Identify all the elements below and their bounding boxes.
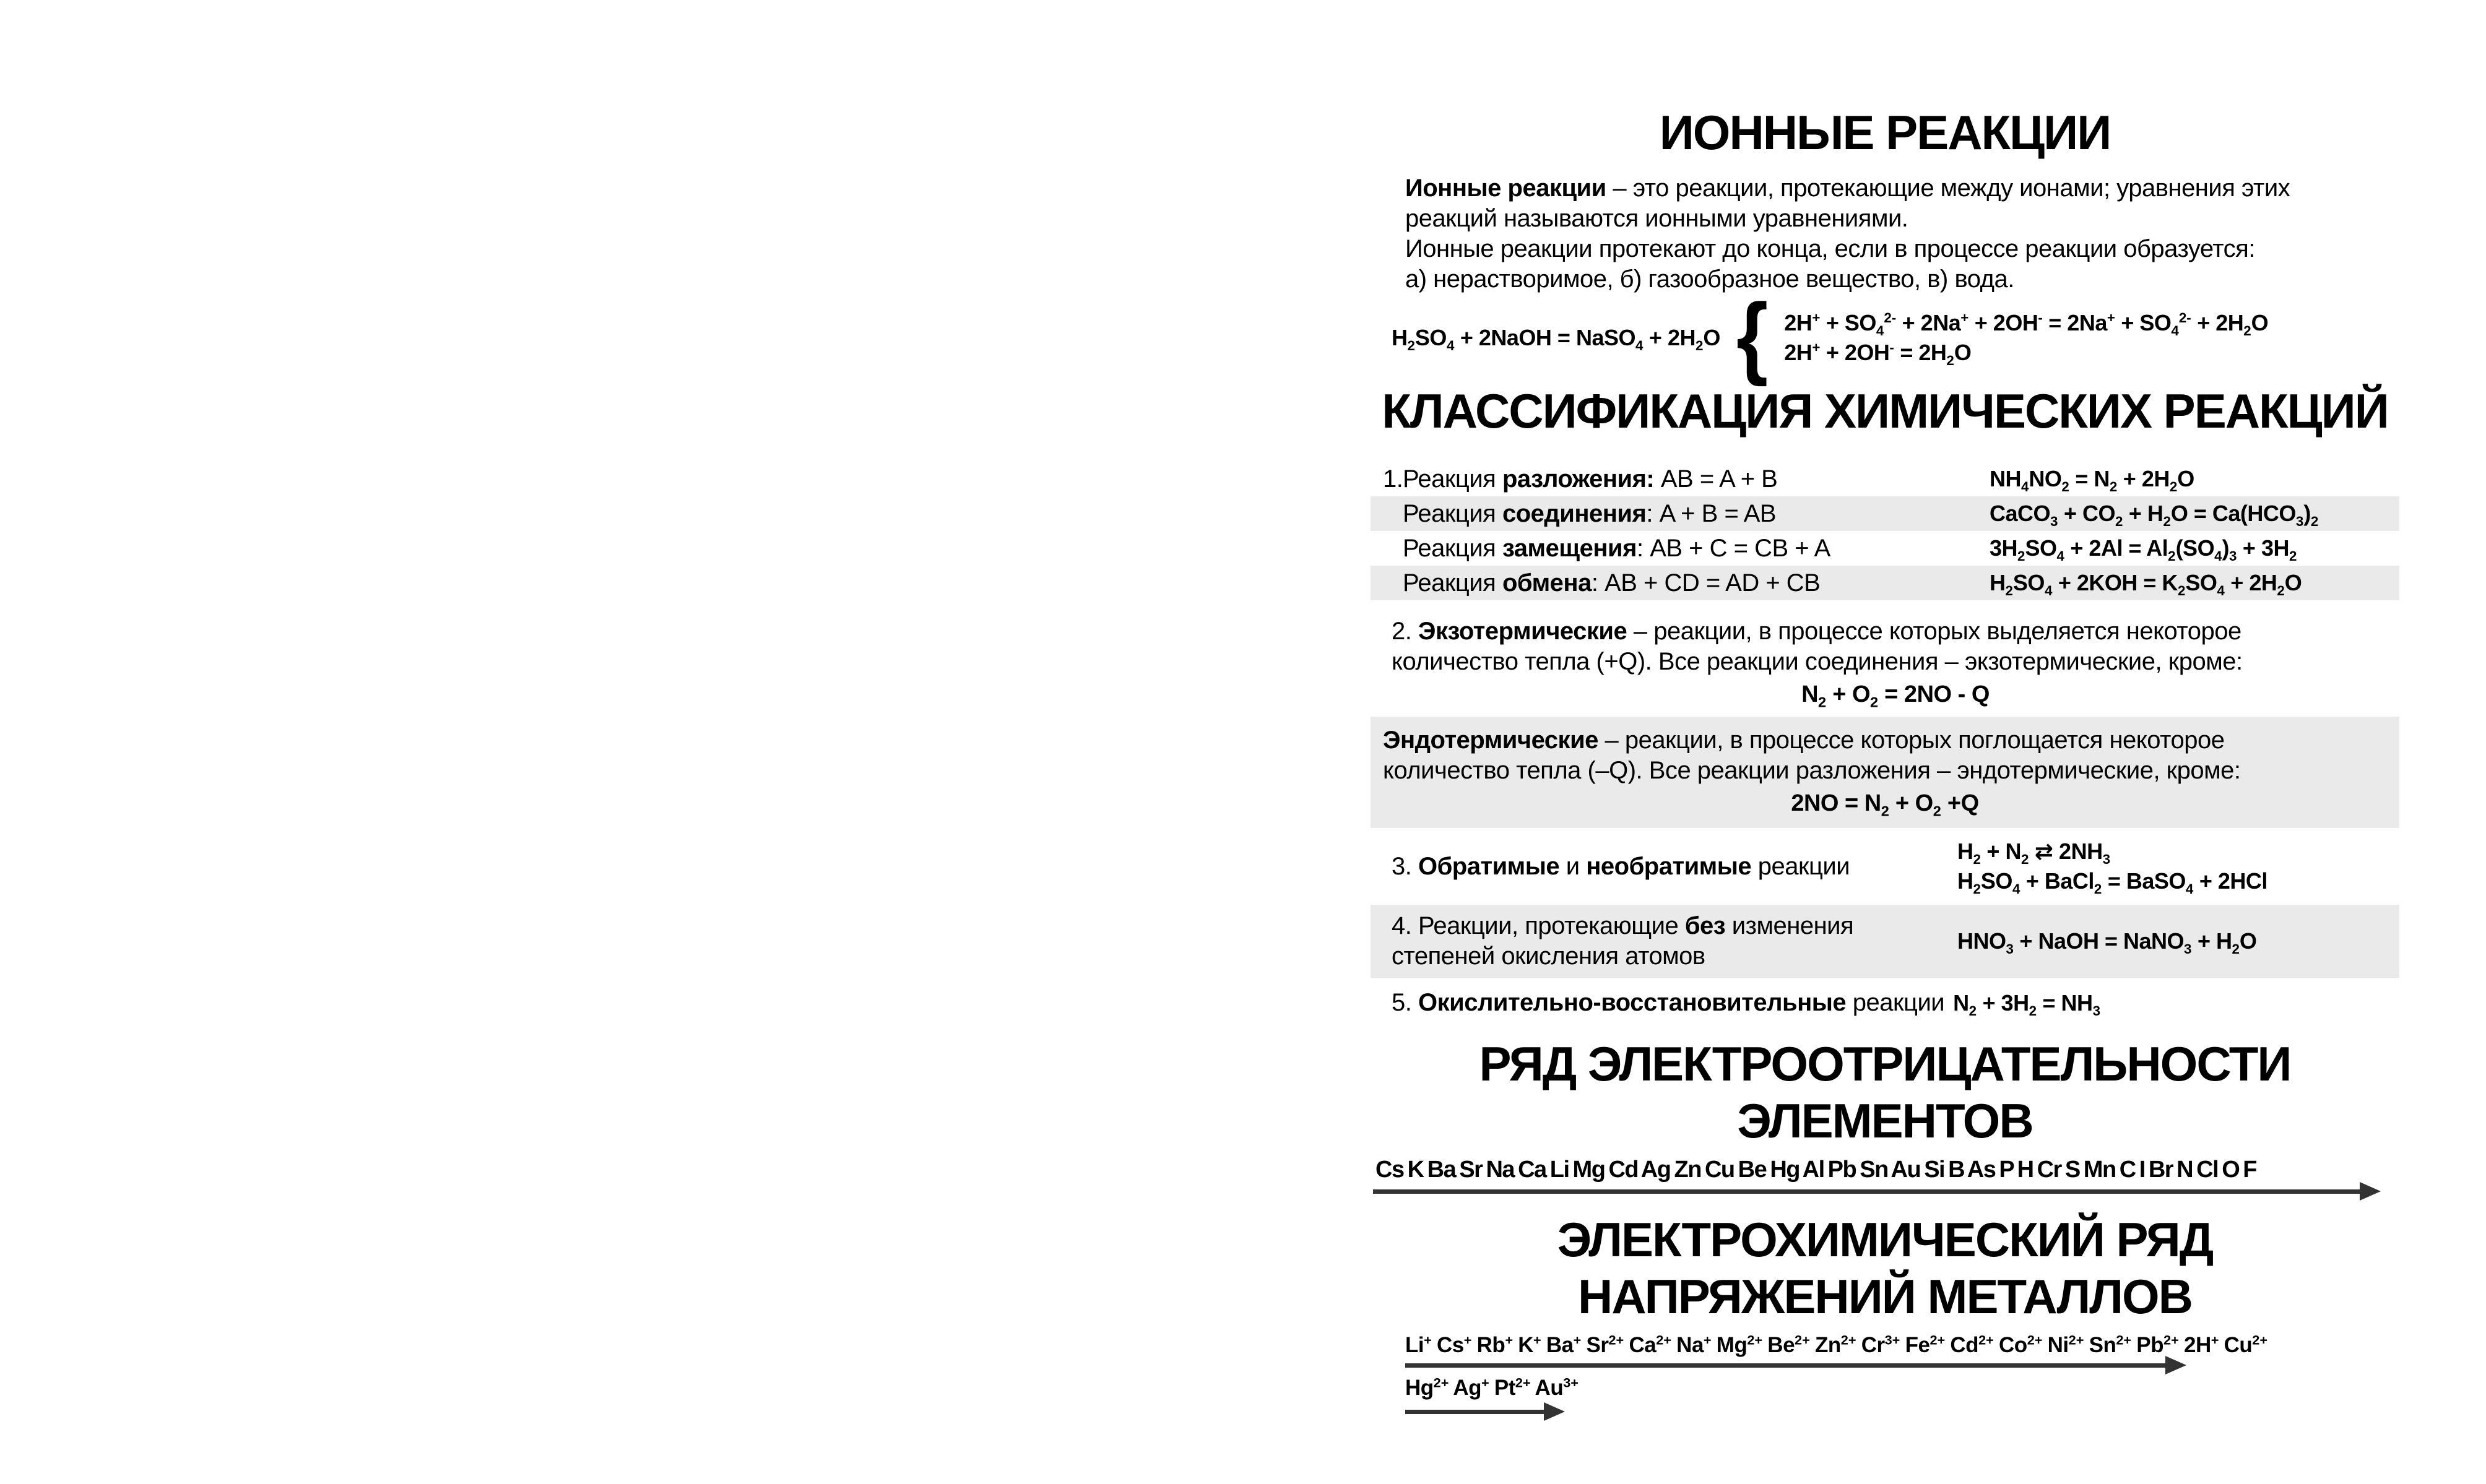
item4-text — [1392, 911, 1957, 972]
arrow-right-icon — [1405, 1410, 1545, 1414]
reaction-type-label: Реакция разложения: AB = A + B — [1403, 465, 1778, 493]
table-row — [1371, 531, 2399, 566]
table-row — [1371, 462, 2399, 496]
exothermic-line-1: 2. Экзотермические – реакции, в процессе которых выделяется некоторое — [1392, 618, 2241, 645]
item5-equation: $N_2 + 3H_2 = NH_3$ — [1953, 990, 2100, 1019]
item-redox — [1371, 988, 2399, 1018]
item3-equations — [1957, 837, 2267, 896]
table-row — [1371, 566, 2399, 600]
row-number: 1. — [1383, 465, 1403, 493]
classification-title: КЛАССИФИКАЦИЯ ХИМИЧЕСКИХ РЕАКЦИЙ — [1382, 384, 2388, 438]
condition-line-1: Ионные реакции протекают до конца, если в процессе реакции образуется: — [1405, 235, 2255, 262]
exothermic-equation: $N_2 + O_2 = 2NO - Q$ — [1801, 681, 1990, 710]
ionic-definition — [1405, 173, 2399, 295]
ionic-reactions-title: ИОННЫЕ РЕАКЦИИ — [1659, 105, 2111, 160]
electrochemical-title-line-1: ЭЛЕКТРОХИМИЧЕСКИЙ РЯД — [1557, 1212, 2213, 1267]
item-no-oxidation-change — [1371, 905, 2399, 978]
definition-line-2: реакций называются ионными уравнениями. — [1405, 205, 1908, 232]
item-reversible — [1371, 837, 2399, 896]
reaction-example: CaCO$_3$ + $CO_2 + H_2O = Ca(HCO_3)_2$ — [1990, 501, 2319, 530]
ionic-equations — [1784, 308, 2268, 368]
arrow-right-icon — [1405, 1363, 2167, 1368]
endothermic-line-1: Эндотермические – реакции, в процессе которых поглощается некоторое — [1383, 727, 2225, 754]
voltage-series-line-2: $Hg^{2+}$ Ag+ $Pt^{2+}$ $Au^{3+}$ — [1405, 1374, 1579, 1400]
ionic-equation-full: $2H^+ + SO_4^{2-} + 2Na^+ + 2OH^- = 2Na^+ + SO_4^{2-} + 2H_2O$ — [1784, 310, 2269, 339]
table-row — [1371, 496, 2399, 531]
voltage-series-line-1: Li+ Cs+ Rb+ K+ Ba+ $Sr^{2+}$ $Ca^{2+}$ Na+ $Mg^{2+}$ $Be^{2+}$ $Zn^{2+}$ $Cr^{3+}$ $Fe^{2+}$ $Cd^{2+}$ $Co^{2+}$ $Ni^{2+}$ $Sn^{2+}$ $Pb^{2+}$ 2H+ $Cu^{2+}$ — [1405, 1332, 2268, 1357]
arrow-right-icon — [1373, 1189, 2361, 1194]
item4-line-1: 4. Реакции, протекающие без изменения — [1392, 912, 1854, 939]
reaction-type-label: Реакция обмена: AB + CD = AD + CB — [1403, 569, 1821, 597]
ionic-equation-block — [1392, 285, 2399, 387]
item4-line-2: степеней окисления атомов — [1392, 943, 1705, 970]
endothermic-equation: $2NO = N_2 + O_2 +Q$ — [1791, 790, 1979, 819]
item4-equation: $HNO_3$ + NaOH = NaNO$_3$ + $H_2O$ — [1957, 928, 2257, 957]
reaction-example: $H_2SO_4 + 2KOH = K_2SO_4 + 2H_2O$ — [1990, 570, 2302, 599]
endothermic-line-2: количество тепла (–Q). Все реакции разложения – эндотермические, кроме: — [1383, 757, 2241, 784]
exothermic-line-2: количество тепла (+Q). Все реакции соединения – экзотермические, кроме: — [1392, 648, 2243, 675]
reaction-type-label: Реакция соединения: A + B = AB — [1403, 499, 1777, 527]
brace-glyph: { — [1736, 285, 1769, 387]
reaction-type-label: Реакция замещения: AB + C = CB + A — [1403, 534, 1830, 562]
reaction-example: $NH_4NO_2 = N_2 + 2H_2O$ — [1990, 466, 2194, 495]
item5-text: 5. Окислительно-восстановительные реакции — [1392, 989, 1945, 1016]
ionic-equation-net: $2H^+ + 2OH^- = 2H_2O$ — [1784, 340, 1972, 369]
electrochemical-title-line-2: НАПРЯЖЕНИЙ МЕТАЛЛОВ — [1578, 1269, 2192, 1324]
reaction-example: $3H_2SO_4 + 2Al = Al_2(SO_4)_3 + 3H_2$ — [1990, 535, 2297, 564]
exothermic-block — [1392, 616, 2399, 709]
electronegativity-series: Cs K Ba Sr Na Ca Li Mg Cd Ag Zn Cu Be Hg Al Pb Sn Au Si B As P H Cr S Mn C I Br N Cl O F — [1375, 1157, 2257, 1183]
electronegativity-title-line-1: РЯД ЭЛЕКТРООТРИЦАТЕЛЬНОСТИ — [1479, 1037, 2291, 1091]
reaction-types-table — [1371, 462, 2399, 600]
molecular-equation: $H_2SO_4$ + 2NaOH = NaSO$_4$ + $2H_2O$ — [1392, 325, 1720, 354]
item3-equation-2: $H_2SO_4$ + BaCl$_2$ = BaSO$_4$ + 2HCl — [1957, 868, 2267, 897]
electrochemical-title — [1371, 1211, 2399, 1325]
electronegativity-title-line-2: ЭЛЕМЕНТОВ — [1737, 1094, 2033, 1148]
condition-line-2: а) нерастворимое, б) газообразное вещество, в) вода. — [1405, 265, 2014, 293]
endothermic-block — [1371, 717, 2399, 828]
poster-content — [1371, 0, 2399, 1414]
item3-text: 3. Обратимые и необратимые реакции — [1392, 852, 1850, 880]
definition-line-1: Ионные реакции – это реакции, протекающие между ионами; уравнения этих — [1405, 175, 2290, 202]
electronegativity-title — [1371, 1035, 2399, 1149]
item3-equation-1: $H_2 + N_2$ ⇄ $2NH_3$ — [1957, 839, 2110, 868]
